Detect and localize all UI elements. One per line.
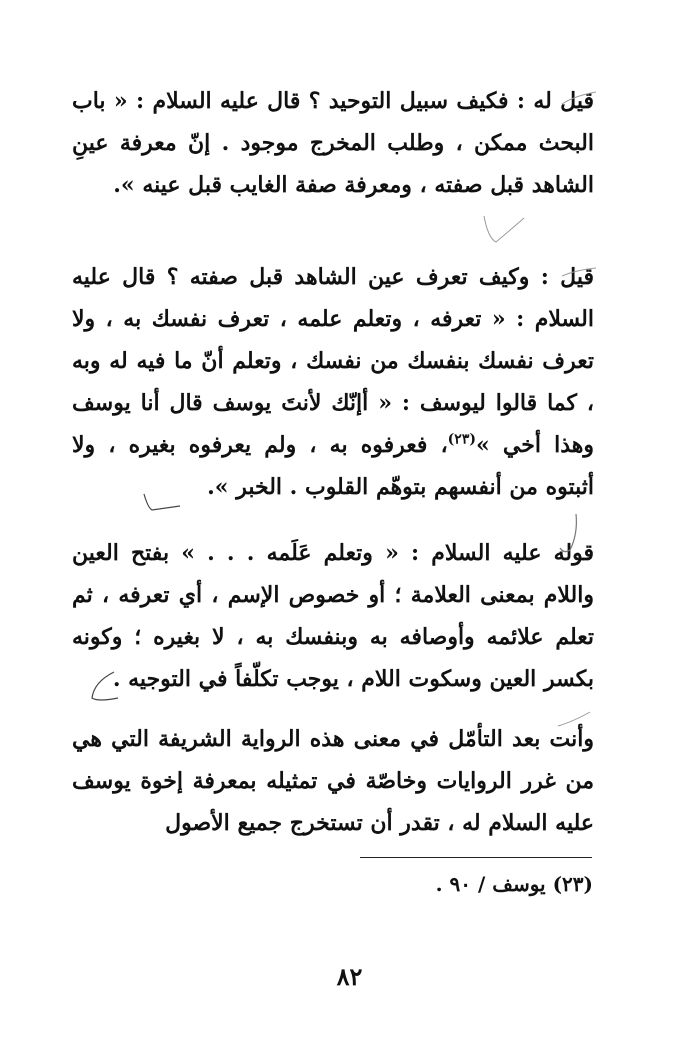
- paragraph-2: [72, 256, 594, 508]
- paragraph-4: وأنت بعد التأمّل في معنى هذه الرواية الشريفة التي هي من غرر الروايات وخاصّة في تمثيله بمعرفة إخوة يوسف عليه السلام له ، تقدر أن تستخرج جميع الأصول: [72, 726, 594, 836]
- quran-quote: « أإنّك لأنتَ يوسف قال أنا يوسف وهذا أخي »: [72, 390, 594, 458]
- paragraph-2-text-a: قيل : وكيف تعرف عين الشاهد قبل صفته ؟ قال عليه السلام : « تعرفه ، وتعلم علمه ، تعرف نفسك به ، ولا تعرف نفسك بنفسك من نفسك ، وتعلم أنّ ما فيه له وبه ، كما قالوا ليوسف :: [72, 264, 594, 416]
- paragraph-3: قوله عليه السلام : « وتعلم عَلَمه . . . » بفتح العين واللام بمعنى العلامة ؛ أو خصوص الإسم ، أي تعرفه ، ثم تعلم علائمه وأوصافه به وبنفسك به ، لا بغيره ؛ وكونه بكسر العين وسكوت اللام ، يوجب تكلّفاً في التوجيه .: [72, 540, 594, 692]
- paragraph-2-text-b: ، فعرفوه به ، ولم يعرفوه بغيره ، ولا أثبتوه من أنفسهم بتوهّم القلوب . الخبر ».: [72, 432, 594, 500]
- footnote-divider: [360, 857, 592, 858]
- footnote: (٢٣) يوسف / ٩٠ .: [435, 872, 593, 896]
- page-number: ٨٢: [336, 962, 363, 991]
- pencil-mark-2: [478, 212, 528, 248]
- footnote-reference: (٢٣): [447, 431, 476, 448]
- paragraph-1: قيل له : فكيف سبيل التوحيد ؟ قال عليه السلام : « باب البحث ممكن ، وطلب المخرج موجود . إنّ معرفة عينِ الشاهد قبل صفته ، ومعرفة صفة الغايب قبل عينه ».: [72, 88, 594, 198]
